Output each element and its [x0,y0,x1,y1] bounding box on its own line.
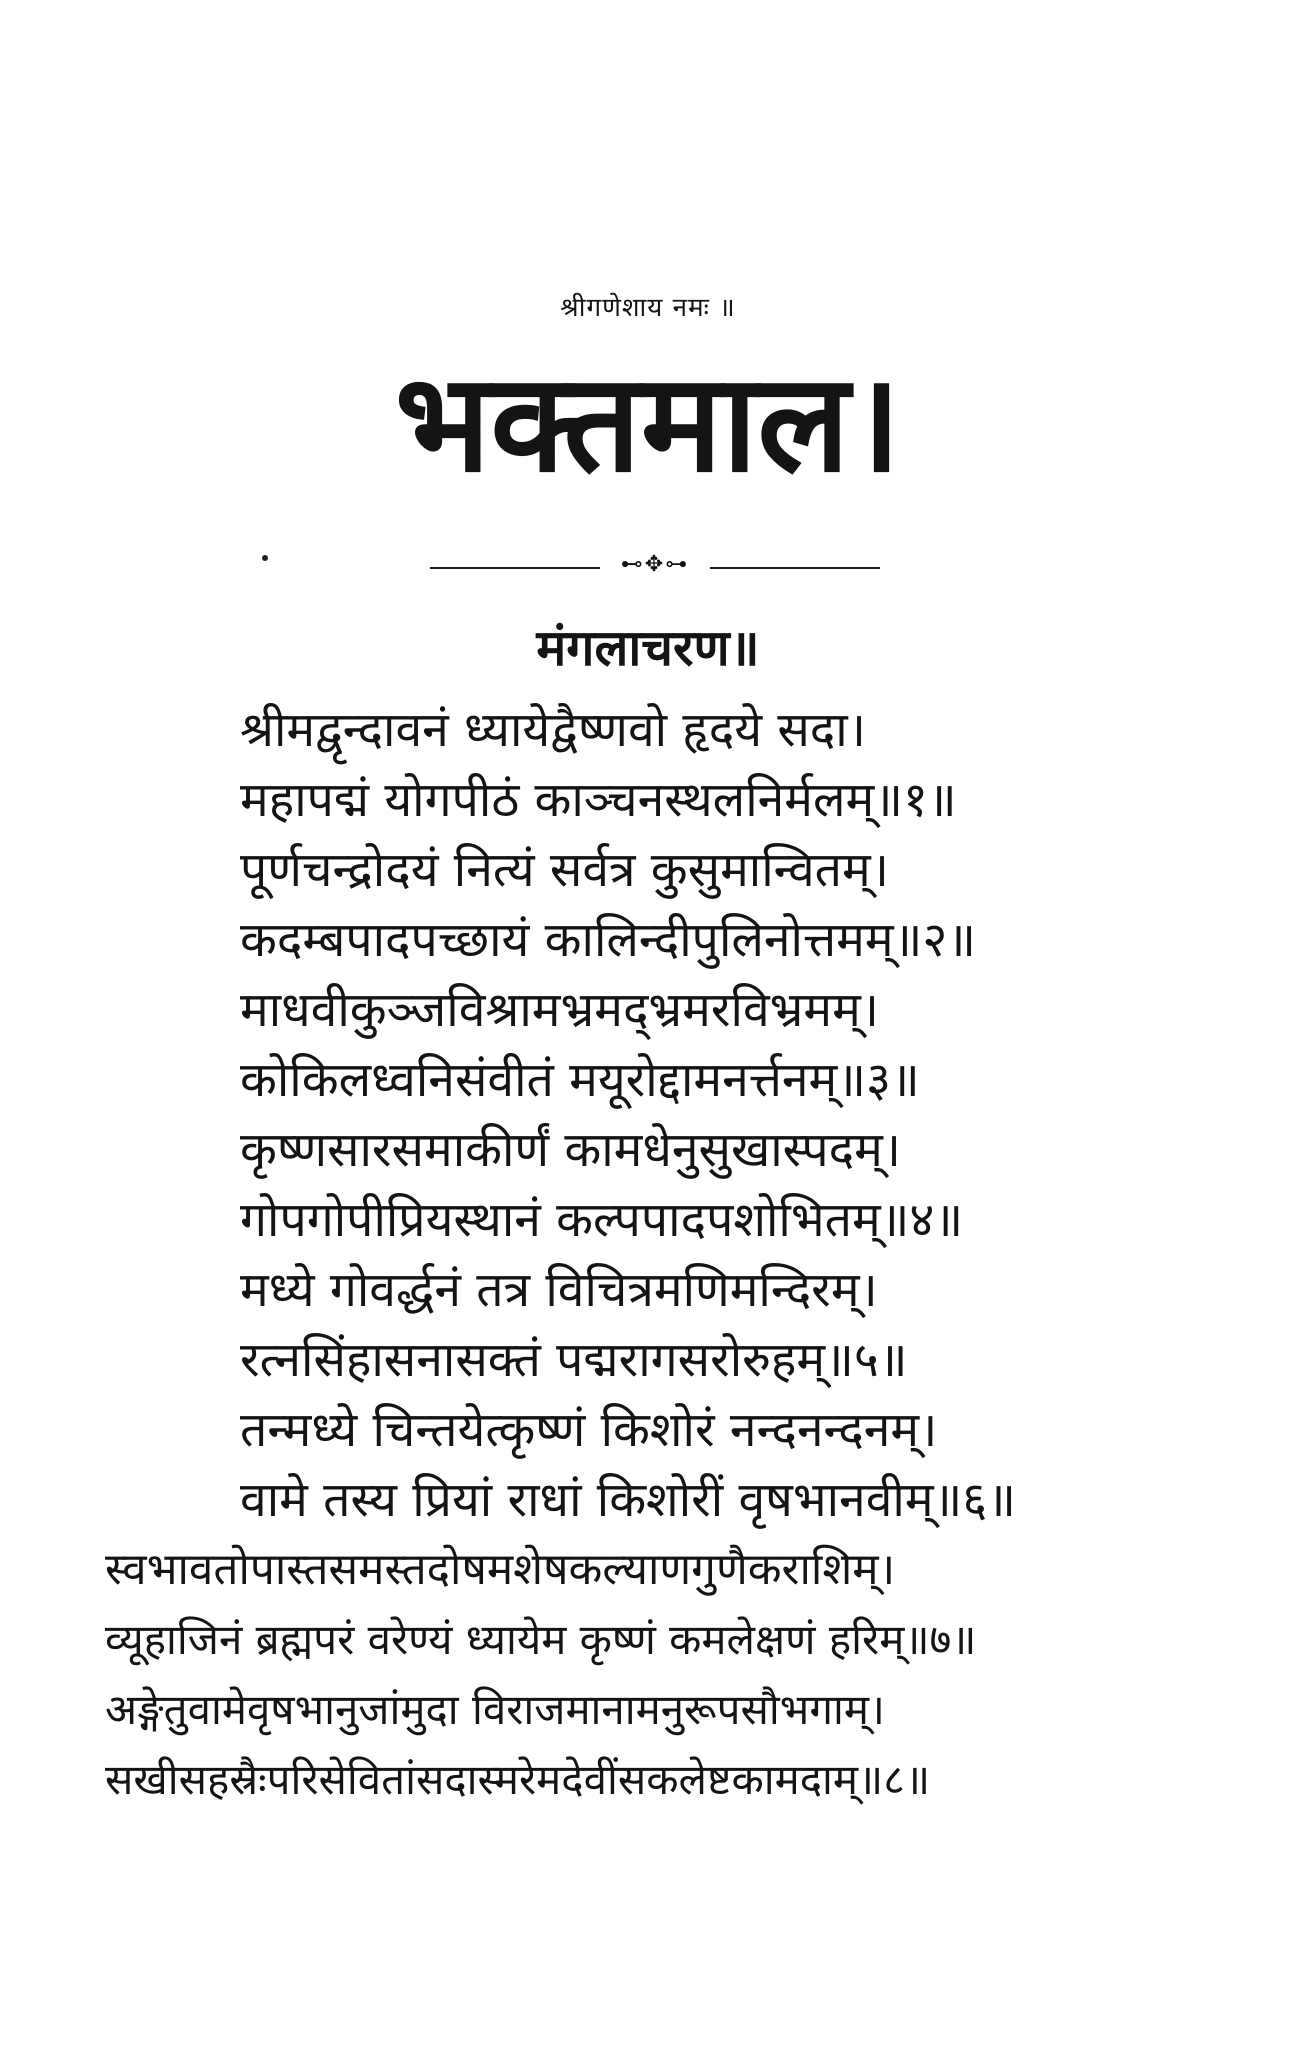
verse-line: तन्मध्ये चिन्तयेत्कृष्णं किशोरं नन्दनन्दनम्। [240,1402,938,1458]
verse-line: अङ्गेतुवामेवृषभानुजांमुदा विराजमानामनुरूपसौभगाम्। [105,1685,885,1734]
verse-line: माधवीकुञ्जविश्रामभ्रमद्भ्रमरविभ्रमम्। [240,982,879,1038]
ink-speck [262,555,268,561]
divider-rule-right [710,567,880,569]
verse-line: व्यूहाजिनं ब्रह्मपरं वरेण्यं ध्यायेम कृष्णं कमलेक्षणं हरिम्॥७॥ [105,1615,977,1664]
verse-line: पूर्णचन्द्रोदयं नित्यं सर्वत्र कुसुमान्वितम्। [240,842,889,898]
page-title: भक्तमाल। [394,345,902,503]
verse-line: स्वभावतोपास्तसमस्तदोषमशेषकल्याणगुणैकराशिम्। [105,1544,896,1595]
ornamental-divider [430,552,880,578]
verse-line: मध्ये गोवर्द्धनं तत्र विचित्रमणिमन्दिरम्। [240,1262,878,1318]
invocation-line: श्रीगणेशाय नमः ॥ [560,293,736,323]
verse-line: वामे तस्य प्रियां राधां किशोरीं वृषभानवीम्॥६॥ [240,1472,1016,1528]
verse-line: श्रीमद्वृन्दावनं ध्यायेद्वैष्णवो हृदये सदा। [240,702,866,758]
verse-line: रत्नसिंहासनासक्तं पद्मरागसरोरुहम्॥५॥ [240,1332,908,1388]
divider-rule-left [430,567,600,569]
verse-line: कृष्णसारसमाकीर्णं कामधेनुसुखास्पदम्। [240,1122,902,1178]
verse-line: महापद्मं योगपीठं काञ्चनस्थलनिर्मलम्॥१॥ [240,772,957,828]
verse-line: गोपगोपीप्रियस्थानं कल्पपादपशोभितम्॥४॥ [240,1192,964,1248]
verse-line: सखीसहस्रैःपरिसेवितांसदास्मरेमदेवींसकलेष्टकामदाम्॥८॥ [105,1755,931,1804]
section-heading: मंगलाचरण॥ [536,619,760,677]
verse-line: कोकिलध्वनिसंवीतं मयूरोद्दामनर्त्तनम्॥३॥ [240,1052,920,1108]
verse-line: कदम्बपादपच्छायं कालिन्दीपुलिनोत्तमम्॥२॥ [240,912,977,968]
divider-ornament: ⊷✥⊶ [620,552,690,577]
